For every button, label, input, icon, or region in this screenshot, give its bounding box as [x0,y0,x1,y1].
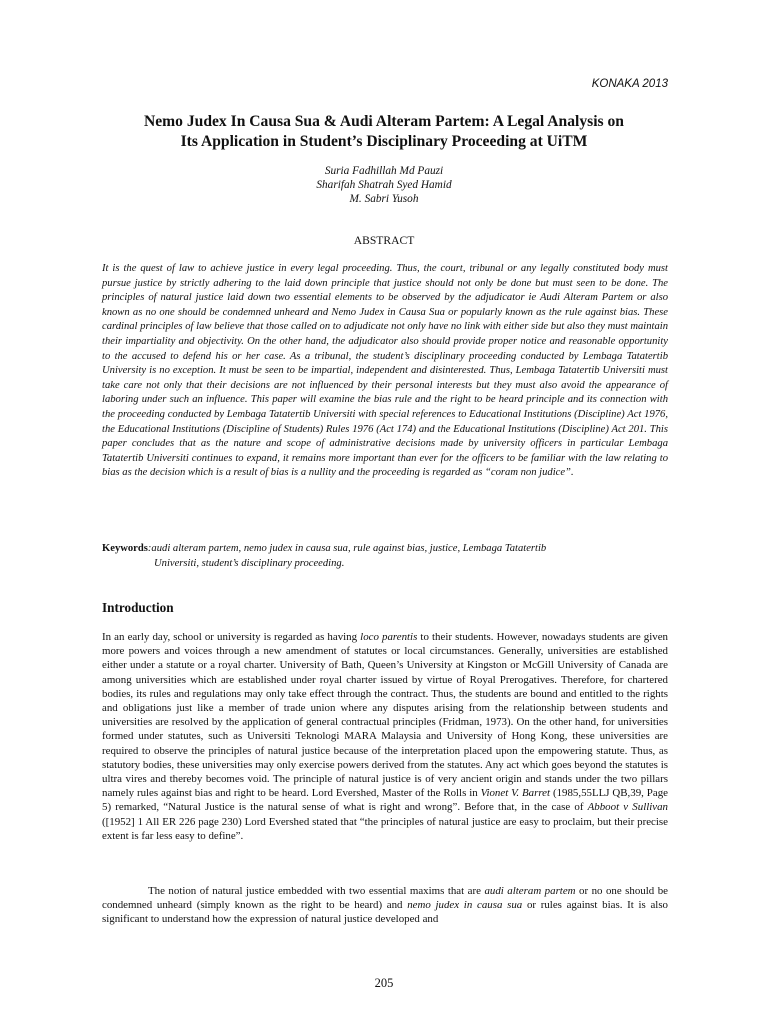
keywords-label: Keywords [102,543,148,554]
section-heading-introduction: Introduction [102,600,174,615]
italic-term: audi alteram partem [484,885,576,897]
keywords-list-continued: Universiti, student’s disciplinary proceeding. [154,558,345,569]
keywords [102,541,668,571]
case-citation: Vionet V. Barret [480,787,551,800]
italic-term: nemo judex in causa sua [407,899,523,912]
author-2: Sharifah Shatrah Syed Hamid [316,179,452,191]
text-run: The notion of natural justice embedded with two essential maxims that are [148,885,485,897]
abstract-text: It is the quest of law to achieve justice in every legal proceeding. Thus, the court, tribunal or any legally constituted body must pursue justice by strictly adhering to the laid down principle that justice should not only be done but must seen to be done. The principles of natural justice laid down two essential elements to be observed by the adjudicator ie Audi Alteram Partem or also known as no one should be condemned unheard and Nemo Judex in Causa Sua or popularly known as the rule against bias. These cardinal principles of law believe that those called on to adjudicate not only have no link with either side but also they must maintain their impartiality and objectivity. On the other hand, the adjudicator also should provide proper notice and reasonable opportunity to the accused to defend his or her case. As a tribunal, the student’s disciplinary proceeding conducted by Lembaga Tatatertib University is no exception. It must be seen to be impartial, independent and disinterested. Thus, Lembaga Tatatertib Universiti must take care not only that their decisions are not influenced by their personal interests but they must also avoid the appearance of laboring under such an influence. This paper will examine the bias rule and the right to be heard principle and its connection with the proceeding conducted by Lembaga Tatatertib Universiti with special references to Educational Institutions (Discipline) Act 1976, the Educational Institutions (Discipline of Students) Rules 1976 (Act 174) and the Educational Institutions (Discipline) Act 201. This paper concludes that as the nature and scope of administrative decisions made by university officers in particular Lembaga Tatatertib Universiti continues to expand, it remains more important than ever for the officers to be familiar with the law relating to bias as the decision which is a result of bias is a nullity and the proceeding is regarded as “coram non judice”. [102,263,668,479]
italic-term: loco parentis [360,631,418,643]
case-citation: Abboot v Sullivan [587,801,669,814]
title-line-1: Nemo Judex In Causa Sua & Audi Alteram Partem: A Legal Analysis on [144,113,624,130]
author-list [100,164,668,206]
title-line-2: Its Application in Student’s Disciplinary Proceeding at UiTM [180,133,588,150]
introduction-paragraph-2 [102,884,668,927]
text-run: or rules against bias. It is also significant to understand how the expression of natural justice developed and [102,899,668,926]
text-run: (1985,55LLJ QB,39, Page 5) remarked, “Natural Justice is the natural sense of what is right and wrong”. Before that, in the case of [102,787,668,814]
conference-header: KONAKA 2013 [591,78,668,90]
text-run: to their students. However, nowadays students are given more powers and voices through a new amendment of statutes or local circumstances. Generally, universities are established either under a statute or a royal charter. University of Bath, Queen’s University at Kingston or McGill University of Canada are among universities which are established under royal charter issued by virtue of Royal Prerogatives. Therefore, for chartered bodies, its rules and regulations may only take effect through the contract. Thus, the students are bound and entitled to the rights and obligations just like a member of trade union where any disputes arising from the relationship between students and universities are resolved by the application of general contractual principles (Fridman, 1973). On the other hand, for universities formed under statutes, such as Universiti Teknologi MARA Malaysia and University of Hong Kong, these universities are required to observe the principles of natural justice because of the interpretation placed upon the empowering statute. Thus, as statutory bodies, these universities may only exercise powers derived from the statutes. Any act which goes beyond the statutes is ultra vires and thereby becomes void. The principle of natural justice is of very ancient origin and stands under the two pillars namely rules against bias and right to be heard. Lord Evershed, Master of the Rolls in [102,631,668,800]
paper-title [90,112,678,152]
text-run: ([1952] 1 All ER 226 page 230) Lord Evershed stated that “the principles of natural justice are easy to proclaim, but their precise extent is far less easy to define”. [102,815,668,842]
author-1: Suria Fadhillah Md Pauzi [324,165,444,177]
page-number: 205 [374,976,394,990]
text-run: In an early day, school or university is regarded as having [102,631,361,643]
author-3: M. Sabri Yusoh [349,193,419,205]
text-run: or no one should be condemned unheard (simply known as the right to be heard) and [102,885,668,912]
keywords-list: :audi alteram partem, nemo judex in causa sua, rule against bias, justice, Lembaga Tatatertib [147,543,547,554]
abstract-heading: ABSTRACT [353,234,415,247]
introduction-paragraph-1 [102,630,668,843]
